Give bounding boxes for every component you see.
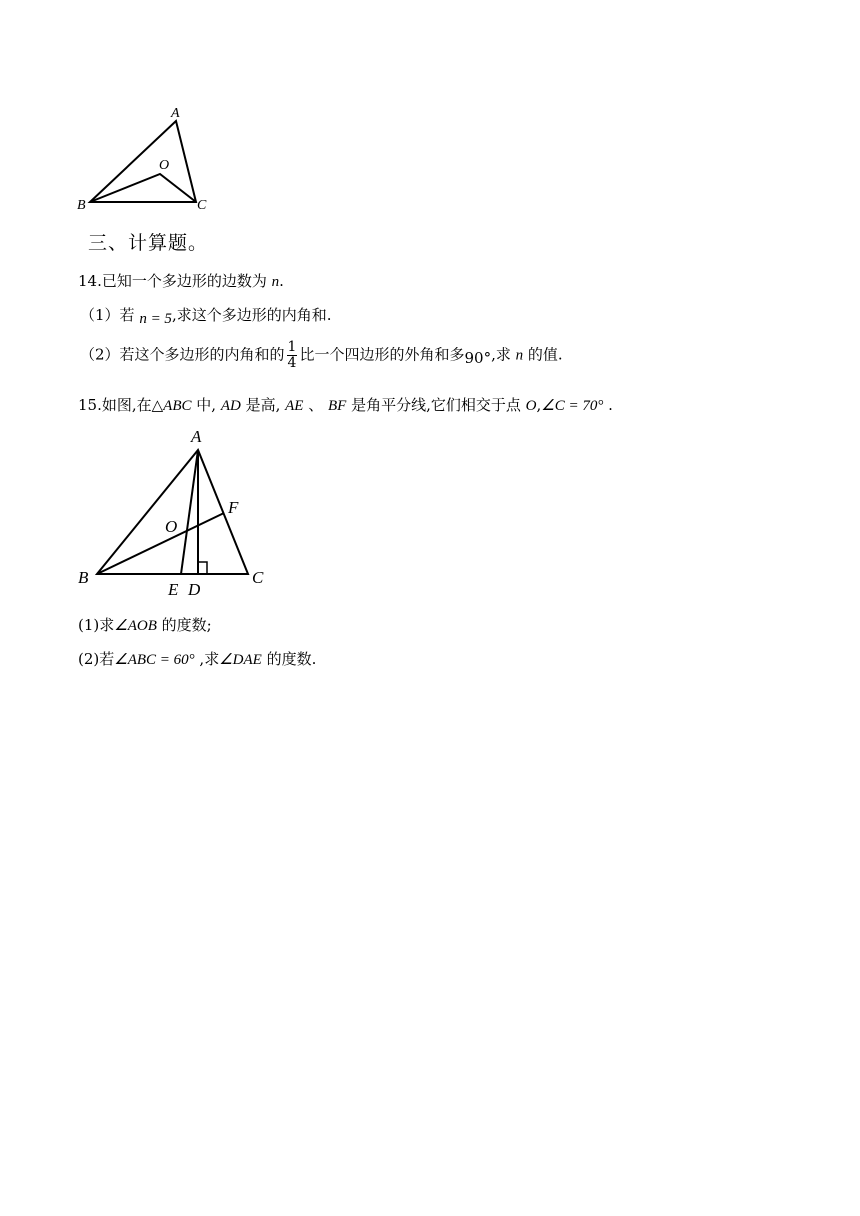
q14-p2-var: n	[515, 347, 524, 364]
q15-p1-pre: (1)求	[78, 616, 115, 634]
q15-s2: 是高,	[240, 396, 286, 414]
label-d: D	[188, 580, 201, 599]
q14-p2-deg: 90°	[464, 348, 492, 367]
q14-stem	[78, 270, 284, 291]
label-f: F	[228, 498, 239, 517]
q15-tri: ABC	[163, 398, 192, 414]
q14-p2-pre: （2）若这个多边形的内角和的	[80, 345, 285, 364]
q14-p1-post: ,求这个多边形的内角和.	[171, 306, 332, 324]
q15-ae: AE	[285, 398, 304, 414]
q15-s3: 、	[303, 396, 329, 414]
fraction-numerator: 1	[287, 339, 297, 355]
q15-o: O	[525, 398, 537, 414]
label-b: B	[78, 568, 89, 587]
label-e: E	[168, 580, 179, 599]
label-c: C	[197, 198, 207, 213]
q14-p2-post1: ,求	[491, 345, 516, 364]
q14-stem-var: n	[271, 274, 280, 290]
q15-s1: 中,	[191, 396, 221, 414]
q14-part1	[80, 304, 331, 325]
q15-p1-post: 的度数;	[156, 616, 212, 634]
q15-stem-pre: 15.如图,在△	[78, 396, 164, 414]
label-a: A	[171, 106, 180, 121]
figure-triangle-abc-with-o	[70, 100, 230, 215]
q15-p2-mid: ,求	[194, 650, 220, 668]
q15-p2-ang: ∠ABC = 60°	[114, 652, 195, 668]
q15-stem	[78, 394, 613, 415]
q14-p1-math: n = 5	[139, 311, 172, 327]
q15-p2-ang2: ∠DAE	[219, 652, 262, 668]
label-o: O	[165, 517, 178, 536]
q15-angc: ∠C = 70°	[541, 398, 604, 414]
q14-p1-pre: （1）若	[80, 306, 140, 324]
q15-ad: AD	[220, 398, 241, 414]
q14-stem-post: .	[279, 272, 284, 290]
label-o: O	[159, 158, 170, 173]
figure-triangle-bisectors	[70, 420, 280, 605]
q14-stem-pre: 14.已知一个多边形的边数为	[78, 272, 272, 290]
label-a: A	[191, 427, 202, 446]
fraction-denominator: 4	[287, 355, 297, 371]
label-b: B	[77, 198, 86, 213]
q15-p1-ang: ∠AOB	[114, 618, 157, 634]
q14-part2	[80, 340, 563, 371]
q14-p2-mid: 比一个四边形的外角和多	[299, 345, 465, 364]
section-title: 三、计算题。	[88, 232, 209, 254]
q15-bf: BF	[328, 398, 347, 414]
q15-p2-post: 的度数.	[261, 650, 317, 668]
fraction-one-quarter	[287, 340, 298, 371]
q15-p2-pre: (2)若	[78, 650, 115, 668]
q15-part2	[78, 648, 316, 669]
q15-part1	[78, 614, 212, 635]
q15-s5: ,	[536, 396, 542, 414]
q15-s6: .	[603, 396, 613, 414]
q14-p2-post2: 的值.	[523, 345, 563, 364]
label-c: C	[252, 568, 264, 587]
q15-s4: 是角平分线,它们相交于点	[346, 396, 526, 414]
